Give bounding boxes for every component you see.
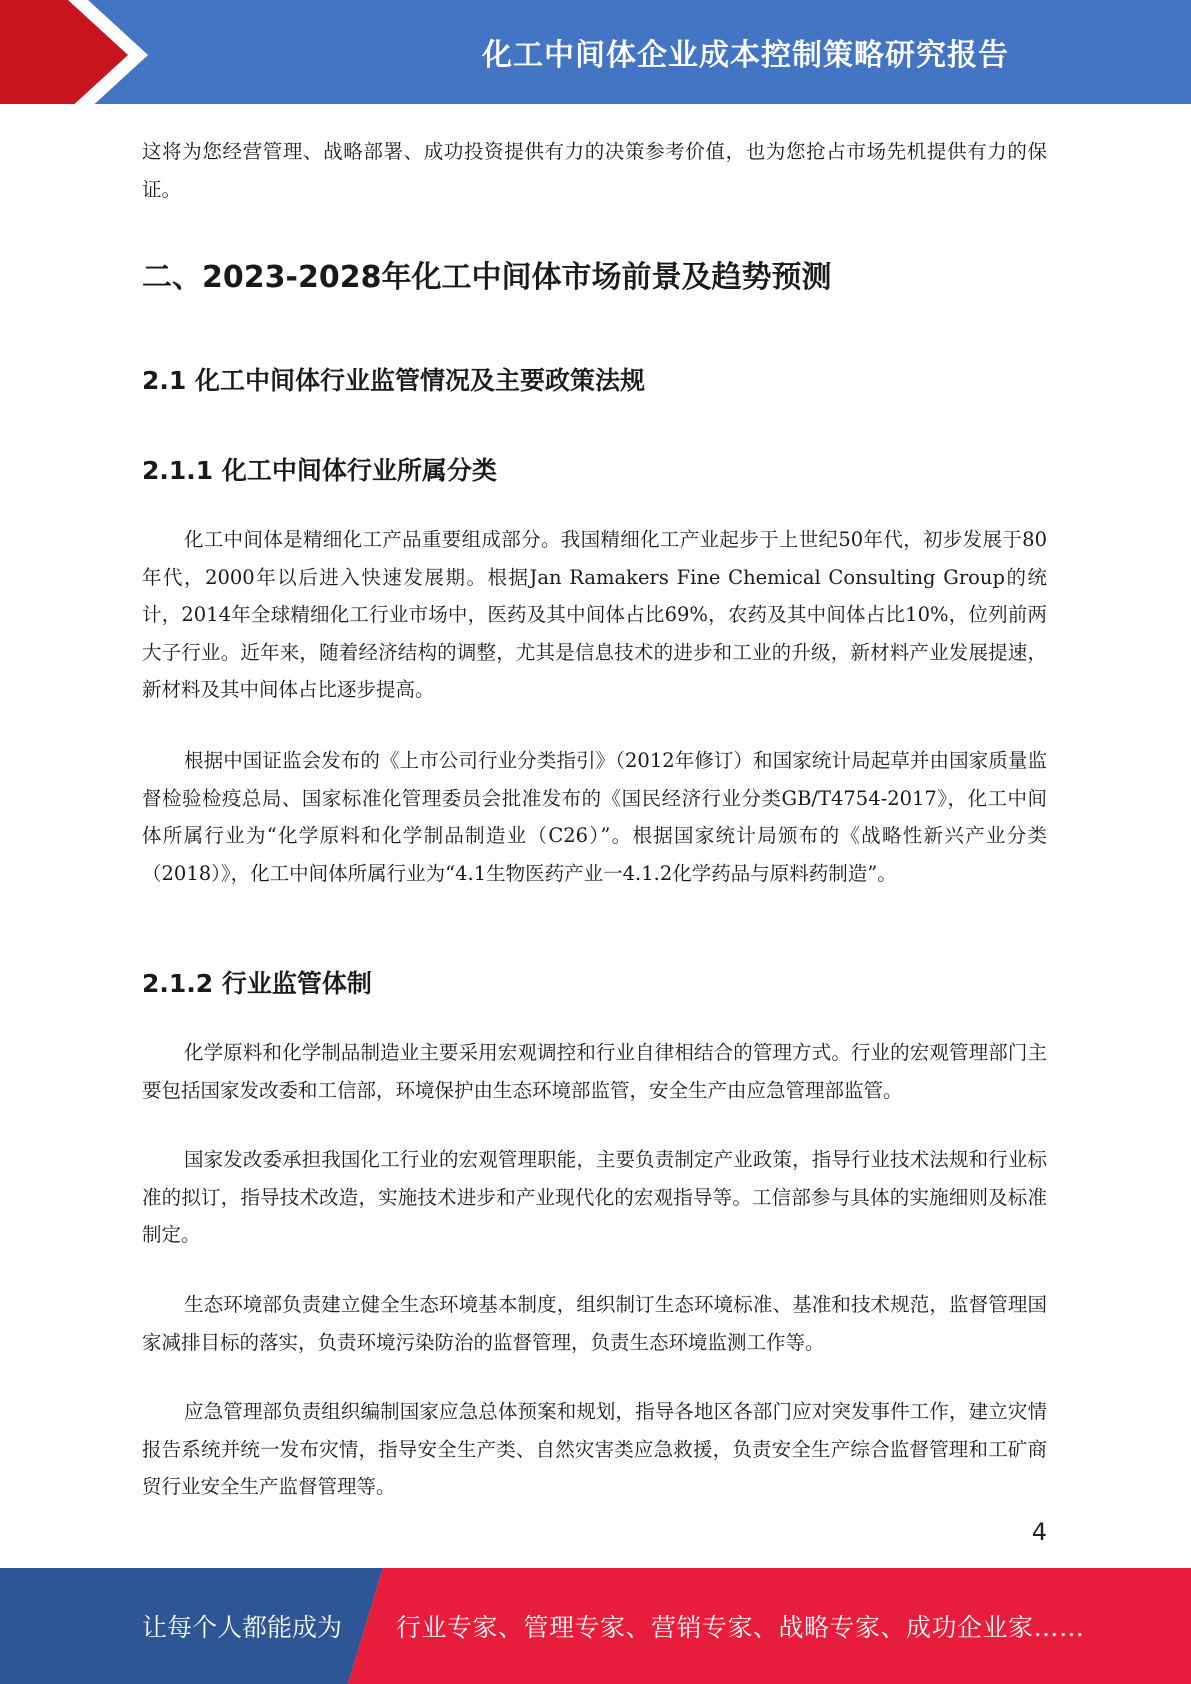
page-header [0, 0, 1191, 110]
sub1-title: 2.1.1 化工中间体行业所属分类 [142, 456, 497, 485]
intro-paragraph: 这将为您经营管理、战略部署、成功投资提供有力的决策参考价值，也为您抢占市场先机提供有力的保证。 [142, 140, 1047, 201]
sub2-title: 2.1.2 行业监管体制 [142, 969, 372, 998]
body-paragraph: 根据中国证监会发布的《上市公司行业分类指引》（2012年修订）和国家统计局起草并由国家质量监督检验检疫总局、国家标准化管理委员会批准发布的《国民经济行业分类GB/T4754-2017》，化工中间体所属行业为“化学原料和化学制品制造业（C26）”。根据国家统计局颁布的《战略性新兴产业分类（2018）》，化工中间体所属行业为“4.1生物医药产业一4.1.2化学药品与原料药制造”。 [142, 749, 1047, 885]
sub2-paragraph-3-block [142, 1286, 1047, 1361]
footer-slogan-left: 让每个人都能成为 [142, 1613, 343, 1642]
body-paragraph: 化学原料和化学制品制造业主要采用宏观调控和行业自律相结合的管理方式。行业的宏观管理部门主要包括国家发改委和工信部，环境保护由生态环境部监管，安全生产由应急管理部监管。 [142, 1041, 1047, 1102]
sub2-paragraph-2-block [142, 1141, 1047, 1254]
sub2-paragraph-1-block [142, 1034, 1047, 1109]
sub1-paragraph-1-block [142, 521, 1047, 709]
sub1-paragraph-2-block [142, 742, 1047, 892]
page-number: 4 [1031, 1518, 1047, 1546]
intro-paragraph-block [142, 133, 1047, 208]
footer-slogan-right: 行业专家、管理专家、营销专家、战略专家、成功企业家…… [396, 1613, 1085, 1642]
section-heading-block [142, 252, 1047, 296]
body-paragraph: 国家发改委承担我国化工行业的宏观管理职能，主要负责制定产业政策，指导行业技术法规和行业标准的拟订，指导技术改造，实施技术进步和产业现代化的宏观指导等。工信部参与具体的实施细则及标准制定。 [142, 1148, 1047, 1246]
report-title: 化工中间体企业成本控制策略研究报告 [482, 38, 1009, 73]
sub1-heading-block [142, 451, 1047, 487]
sub2-paragraph-4-block [142, 1393, 1047, 1506]
subsection-title: 2.1 化工中间体行业监管情况及主要政策法规 [142, 366, 645, 395]
sub2-heading-block [142, 964, 1047, 1000]
body-paragraph: 化工中间体是精细化工产品重要组成部分。我国精细化工产业起步于上世纪50年代，初步发展于80年代，2000年以后进入快速发展期。根据Jan Ramakers Fine Chemical Consulting Group的统计，2014年全球精细化工行业市场中，医药及其中间体占比69%，农药及其中间体占比10%，位列前两大子行业。近年来，随着经济结构的调整，尤其是信息技术的进步和工业的升级，新材料产业发展提速，新材料及其中间体占比逐步提高。 [142, 528, 1047, 701]
body-paragraph: 生态环境部负责建立健全生态环境基本制度，组织制订生态环境标准、基准和技术规范，监督管理国家减排目标的落实，负责环境污染防治的监督管理，负责生态环境监测工作等。 [142, 1293, 1047, 1354]
section-title: 二、2023-2028年化工中间体市场前景及趋势预测 [142, 260, 832, 295]
body-paragraph: 应急管理部负责组织编制国家应急总体预案和规划，指导各地区各部门应对突发事件工作，建立灾情报告系统并统一发布灾情，指导安全生产类、自然灾害类应急救援，负责安全生产综合监督管理和工矿商贸行业安全生产监督管理等。 [142, 1400, 1047, 1498]
subsection-heading-block [142, 361, 1047, 397]
page-footer [0, 1568, 1191, 1684]
